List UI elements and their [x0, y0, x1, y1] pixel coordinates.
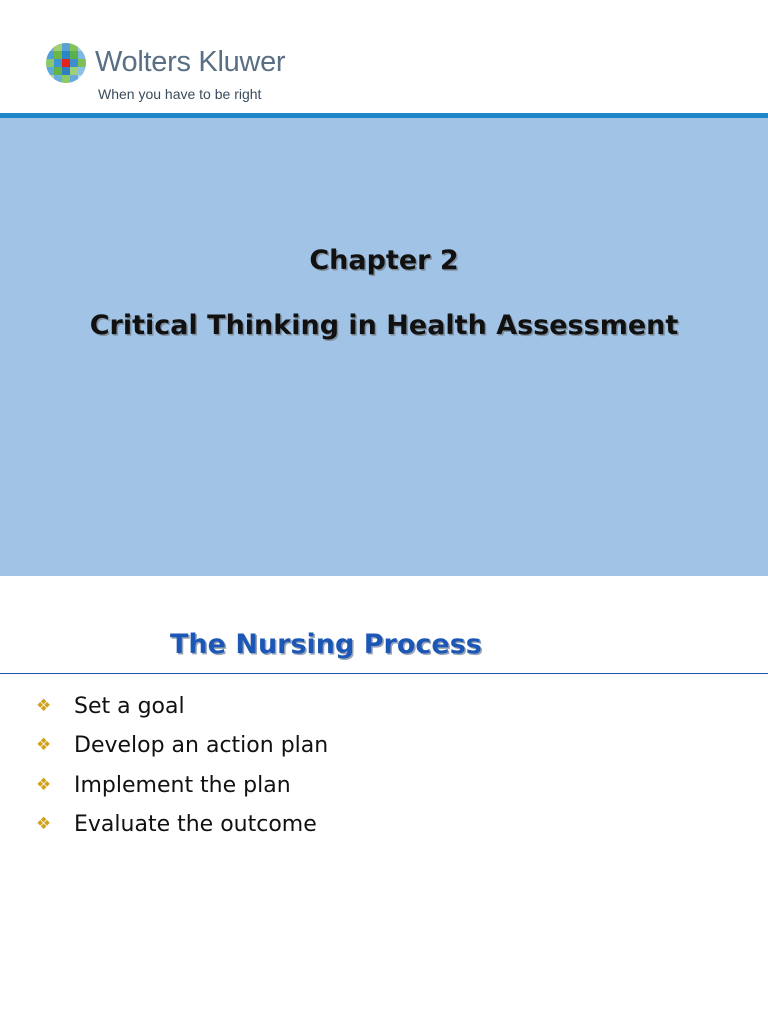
wolters-kluwer-logo-icon	[45, 42, 87, 84]
list-item	[36, 726, 328, 765]
title-slide	[0, 118, 768, 576]
bullet-text: Evaluate the outcome	[74, 812, 317, 838]
chapter-label: Chapter 2	[309, 245, 459, 276]
list-item	[36, 766, 328, 805]
header	[0, 0, 768, 114]
diamond-bullet-icon: ❖	[36, 696, 52, 717]
brand-name: Wolters Kluwer	[95, 46, 286, 78]
slide-heading: The Nursing Process	[170, 629, 482, 660]
chapter-title: Critical Thinking in Health Assessment	[89, 310, 679, 341]
bullet-text: Set a goal	[74, 694, 185, 720]
diamond-bullet-icon: ❖	[36, 774, 52, 795]
brand-tagline: When you have to be right	[98, 86, 262, 102]
diamond-bullet-icon: ❖	[36, 735, 52, 756]
bullet-text: Implement the plan	[74, 772, 291, 798]
bullet-text: Develop an action plan	[74, 733, 329, 759]
heading-divider	[0, 673, 768, 674]
bullet-list	[36, 687, 328, 844]
list-item	[36, 805, 328, 844]
diamond-bullet-icon: ❖	[36, 814, 52, 835]
list-item	[36, 687, 328, 726]
